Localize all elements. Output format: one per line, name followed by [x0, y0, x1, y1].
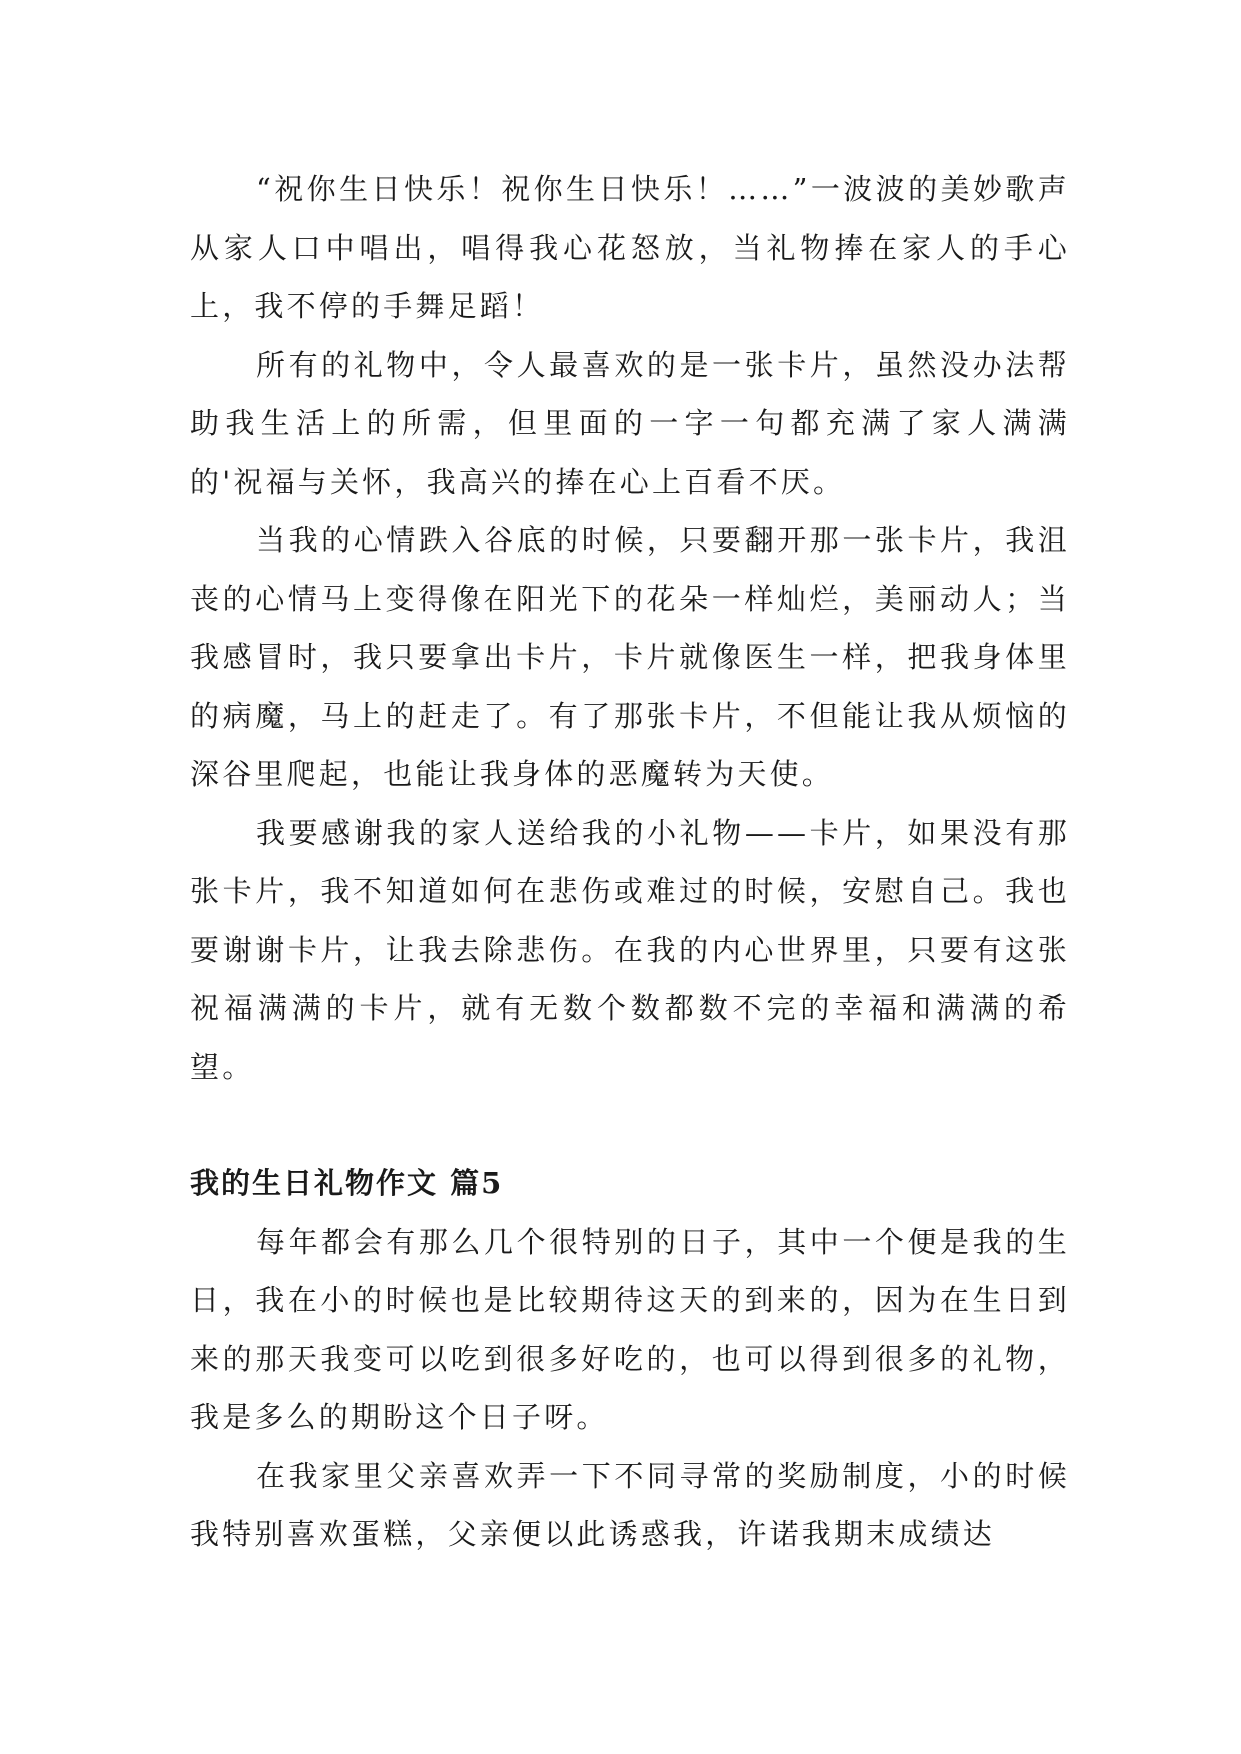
section-title: 我的生日礼物作文 篇5: [190, 1166, 504, 1200]
paragraph-thanks-family: 我要感谢我的家人送给我的小礼物——卡片，如果没有那张卡片，我不知道如何在悲伤或难过的时候，安慰自己。我也要谢谢卡片，让我去除悲伤。在我的内心世界里，只要有这张祝福满满的卡片，就有无数个数都数不完的幸福和满满的希望。: [190, 815, 1070, 1084]
paragraph-special-day: 每年都会有那么几个很特别的日子，其中一个便是我的生日，我在小的时候也是比较期待这天的到来的，因为在生日到来的那天我变可以吃到很多好吃的，也可以得到很多的礼物，我是多么的期盼这个日子呀。: [190, 1224, 1070, 1434]
paragraph-birthday-song: “祝你生日快乐！祝你生日快乐！……”一波波的美妙歌声从家人口中唱出，唱得我心花怒放，当礼物捧在家人的手心上，我不停的手舞足蹈！: [190, 172, 1070, 323]
paragraph-card-comfort: 当我的心情跌入谷底的时候，只要翻开那一张卡片，我沮丧的心情马上变得像在阳光下的花朵一样灿烂，美丽动人；当我感冒时，我只要拿出卡片，卡片就像医生一样，把我身体里的病魔，马上的赶走了。有了那张卡片，不但能让我从烦恼的深谷里爬起，也能让我身体的恶魔转为天使。: [190, 523, 1070, 791]
paragraph-father-reward: 在我家里父亲喜欢弄一下不同寻常的奖励制度，小的时候我特别喜欢蛋糕，父亲便以此诱惑我，许诺我期末成绩达: [190, 1458, 1070, 1551]
paragraph-favorite-card: 所有的礼物中，令人最喜欢的是一张卡片，虽然没办法帮助我生活上的所需，但里面的一字一句都充满了家人满满的'祝福与关怀，我高兴的捧在心上百看不厌。: [190, 347, 1070, 499]
document-body: [190, 160, 1070, 1564]
